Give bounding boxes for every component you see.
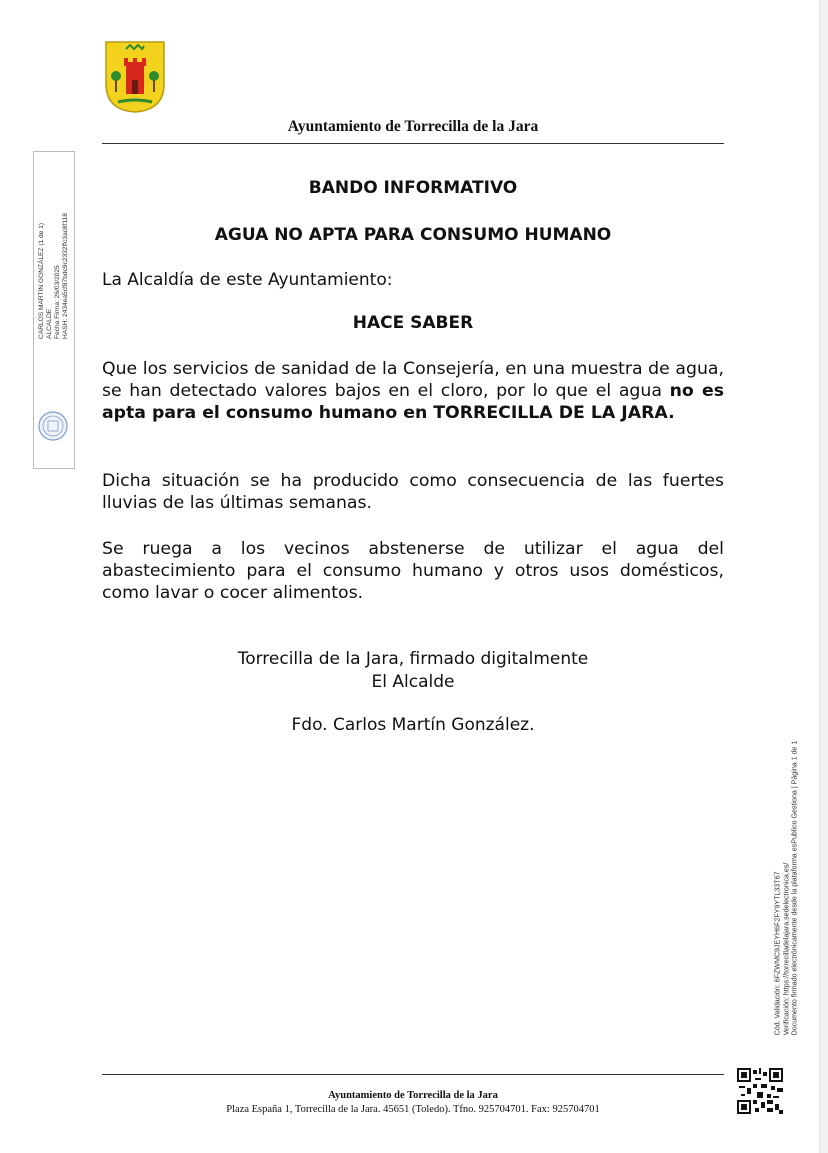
signature-panel	[33, 151, 75, 469]
signature-details	[38, 213, 70, 339]
paragraph-request: Se ruega a los vecinos abstenerse de utilizar el agua del abastecimiento para el consumo humano y otros usos domésticos, como lavar o cocer alimentos.	[102, 539, 724, 603]
paragraph-health-notice	[102, 358, 724, 424]
paragraph-1-bold: no es apta para el consumo humano en TORRECILLA DE LA JARA.	[102, 381, 725, 423]
header-divider	[102, 143, 724, 144]
header-organization: Ayuntamiento de Torrecilla de la Jara	[287, 118, 539, 135]
document-subtitle: AGUA NO APTA PARA CONSUMO HUMANO	[214, 225, 612, 245]
signature-seal-icon	[37, 410, 69, 442]
signature-line-role: ALCALDE	[46, 308, 53, 339]
signature-line-name: CARLOS MARTIN GONZÁLEZ (1 de 1)	[38, 222, 45, 339]
intro-line: La Alcaldía de este Ayuntamiento:	[102, 270, 393, 290]
verification-url: Verificación: https://torrecilladelajara.sedelectronica.es/	[781, 862, 790, 1036]
verification-code: Cód. Validación: 6FZWMC9JEYH6F2FY9YTL33T67	[773, 871, 782, 1036]
paragraph-cause: Dicha situación se ha producido como consecuencia de las fuertes lluvias de las últimas semanas.	[102, 471, 724, 513]
page-edge	[819, 0, 828, 1153]
announcement-heading: HACE SABER	[352, 313, 474, 333]
signatory-name: Fdo. Carlos Martín González.	[291, 715, 535, 735]
verification-platform: Documento firmado electrónicamente desde la plataforma esPublico Gestiona | Página 1 de 1	[790, 740, 799, 1036]
footer-divider	[102, 1074, 724, 1075]
signature-line-date: Fecha Firma: 26/03/2025	[54, 265, 61, 339]
verification-info	[773, 741, 799, 1036]
role-line: El Alcalde	[371, 672, 455, 692]
document-title: BANDO INFORMATIVO	[308, 178, 518, 198]
footer-organization: Ayuntamiento de Torrecilla de la Jara	[328, 1090, 498, 1101]
place-line: Torrecilla de la Jara, firmado digitalmente	[237, 649, 589, 669]
footer-address: Plaza España 1, Torrecilla de la Jara. 45651 (Toledo). Tfno. 925704701. Fax: 925704701	[226, 1104, 600, 1115]
qr-code-icon	[737, 1068, 783, 1114]
signature-line-hash: HASH: 2434ea5cf87bdc9c2332ffc3ac8f118	[62, 213, 69, 339]
paragraph-1-text: Que los servicios de sanidad de la Consejería, en una muestra de agua, se han detectado valores bajos en el cloro, por lo que el agua	[102, 359, 724, 401]
coat-of-arms-icon	[104, 40, 166, 114]
signature-block	[102, 648, 724, 694]
